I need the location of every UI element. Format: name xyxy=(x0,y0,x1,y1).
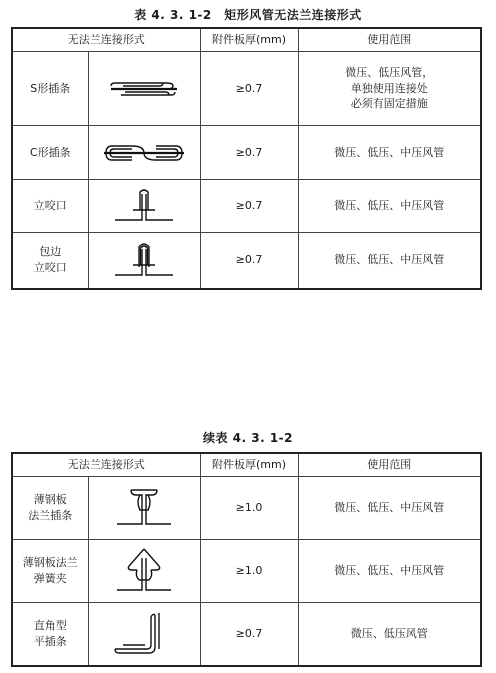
scope-cell xyxy=(298,603,481,666)
scope-line: 微压、低压、中压风管 xyxy=(334,564,445,578)
scope-line: 微压、低压、中压风管 xyxy=(334,199,445,213)
thickness-cell: ≥0.7 xyxy=(200,603,298,666)
name-line: C形插条 xyxy=(29,145,71,159)
name-line: 弹簧夹 xyxy=(33,572,67,585)
table-row xyxy=(12,603,481,666)
scope-line: 微压、低压风管， xyxy=(345,65,434,79)
thickness-cell: ≥0.7 xyxy=(200,126,298,180)
name-line: S形插条 xyxy=(30,81,71,95)
table-row xyxy=(12,180,481,233)
scope-cell xyxy=(298,126,481,180)
scope-line: 单独使用连接处 xyxy=(350,81,428,95)
connection-name xyxy=(12,540,88,603)
scope-cell xyxy=(298,180,481,233)
name-line: 包边 xyxy=(39,245,62,259)
right-angle-flat-slip-icon xyxy=(88,603,200,666)
thickness-cell: ≥1.0 xyxy=(200,540,298,603)
connection-name xyxy=(12,180,88,233)
name-line: 立咬口 xyxy=(33,261,67,275)
scope-cell xyxy=(298,477,481,540)
scope-line: 微压、低压风管 xyxy=(350,626,428,640)
wrapped-standing-seam-icon xyxy=(88,233,200,289)
table-row xyxy=(12,477,481,540)
connection-name xyxy=(12,233,88,289)
scope-cell xyxy=(298,233,481,289)
thickness-cell: ≥0.7 xyxy=(200,52,298,126)
table-row xyxy=(12,52,481,126)
table-row xyxy=(12,540,481,603)
table1-header-row xyxy=(12,28,481,52)
connection-name xyxy=(12,477,88,540)
connection-name xyxy=(12,52,88,126)
name-line: 薄钢板 xyxy=(33,493,67,507)
name-line: 法兰插条 xyxy=(28,509,73,522)
table-row xyxy=(12,233,481,289)
name-line: 薄钢板法兰 xyxy=(22,556,78,570)
scope-line: 微压、低压、中压风管 xyxy=(334,501,445,515)
name-line: 立咬口 xyxy=(33,199,67,213)
header-form: 无法兰连接形式 xyxy=(12,453,200,477)
table2-header-row xyxy=(12,453,481,477)
table2-caption: 续表 4. 3. 1-2 xyxy=(202,431,294,445)
table1-caption: 表 4. 3. 1-2 矩形风管无法兰连接形式 xyxy=(134,8,362,22)
header-form: 无法兰连接形式 xyxy=(12,28,200,52)
c-slip-joint-icon xyxy=(88,126,200,180)
table1 xyxy=(11,27,482,290)
connection-name xyxy=(12,603,88,666)
header-scope: 使用范围 xyxy=(298,28,481,52)
scope-line: 微压、低压、中压风管 xyxy=(334,253,445,267)
name-line: 平插条 xyxy=(33,634,67,648)
s-slip-joint-icon xyxy=(88,52,200,126)
scope-cell xyxy=(298,540,481,603)
scope-cell xyxy=(298,52,481,126)
connection-name xyxy=(12,126,88,180)
header-thickness: 附件板厚(mm) xyxy=(200,453,298,477)
thickness-cell: ≥0.7 xyxy=(200,233,298,289)
scope-line: 微压、低压、中压风管 xyxy=(334,145,445,159)
sheet-flange-spring-clip-icon xyxy=(88,540,200,603)
name-line: 直角型 xyxy=(33,618,67,632)
sheet-flange-slip-icon xyxy=(88,477,200,540)
scope-line: 必须有固定措施 xyxy=(350,97,428,111)
thickness-cell: ≥0.7 xyxy=(200,180,298,233)
standing-seam-icon xyxy=(88,180,200,233)
header-scope: 使用范围 xyxy=(298,453,481,477)
header-thickness: 附件板厚(mm) xyxy=(200,28,298,52)
table2 xyxy=(11,452,482,667)
table-row xyxy=(12,126,481,180)
thickness-cell: ≥1.0 xyxy=(200,477,298,540)
